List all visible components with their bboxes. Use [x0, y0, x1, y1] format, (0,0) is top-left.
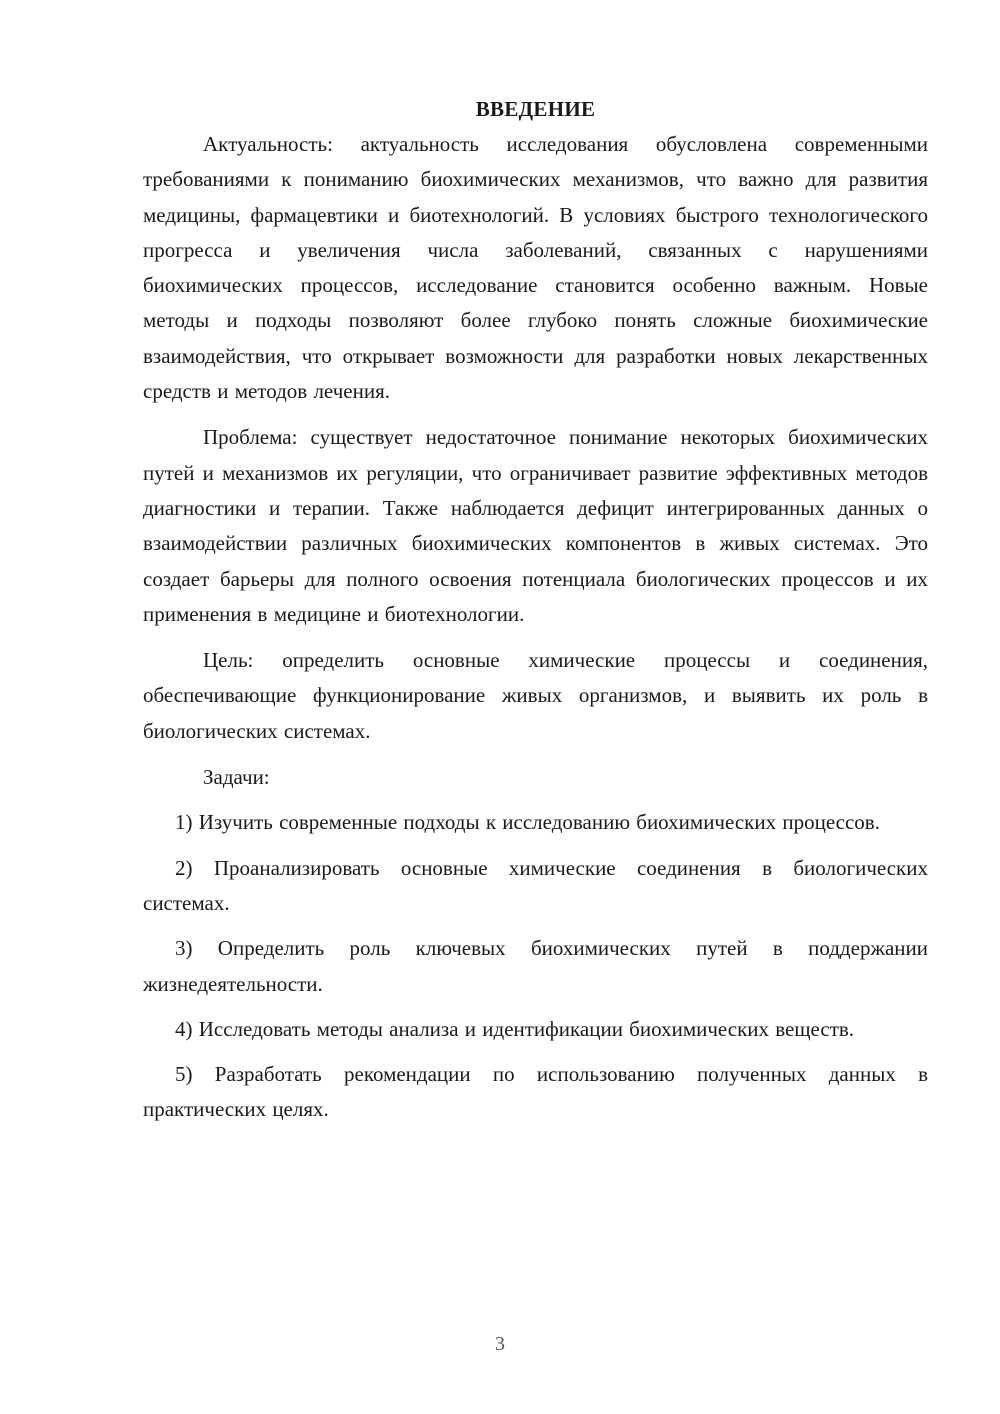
task-item: 4) Исследовать методы анализа и идентификации биохимических веществ.: [175, 1016, 855, 1041]
paragraph-goal: Цель: определить основные химические процессы и соединения, обеспечивающие функционирование живых организмов, и выявить их роль в биологических системах.: [143, 648, 928, 743]
document-page: [143, 92, 928, 1128]
paragraph-problem: Проблема: существует недостаточное понимание некоторых биохимических путей и механизмов их регуляции, что ограничивает развитие эффективных методов диагностики и терапии. Также наблюдается дефицит интегрированных данных о взаимодействии различных биохимических компонентов в живых системах. Это создает барьеры для полного освоения потенциала биологических процессов и их применения в медицине и биотехнологии.: [143, 425, 928, 626]
task-item: 3) Определить роль ключевых биохимических путей в поддержании жизнедеятельности.: [143, 936, 928, 996]
paragraph-tasks-heading: Задачи:: [203, 765, 270, 790]
task-item: 1) Изучить современные подходы к исследованию биохимических процессов.: [175, 810, 880, 835]
page-title: ВВЕДЕНИЕ: [475, 97, 596, 121]
task-item: 5) Разработать рекомендации по использованию полученных данных в практических целях.: [143, 1062, 928, 1122]
task-item: 2) Проанализировать основные химические соединения в биологических системах.: [143, 855, 928, 915]
page-number: 3: [495, 1333, 505, 1355]
paragraph-relevance: Актуальность: актуальность исследования обусловлена современными требованиями к пониманию биохимических механизмов, что важно для развития медицины, фармацевтики и биотехнологий. В условиях быстрого технологического прогресса и увеличения числа заболеваний, связанных с нарушениями биохимических процессов, исследование становится особенно важным. Новые методы и подходы позволяют более глубоко понять сложные биохимические взаимодействия, что открывает возможности для разработки новых лекарственных средств и методов лечения.: [143, 132, 928, 404]
